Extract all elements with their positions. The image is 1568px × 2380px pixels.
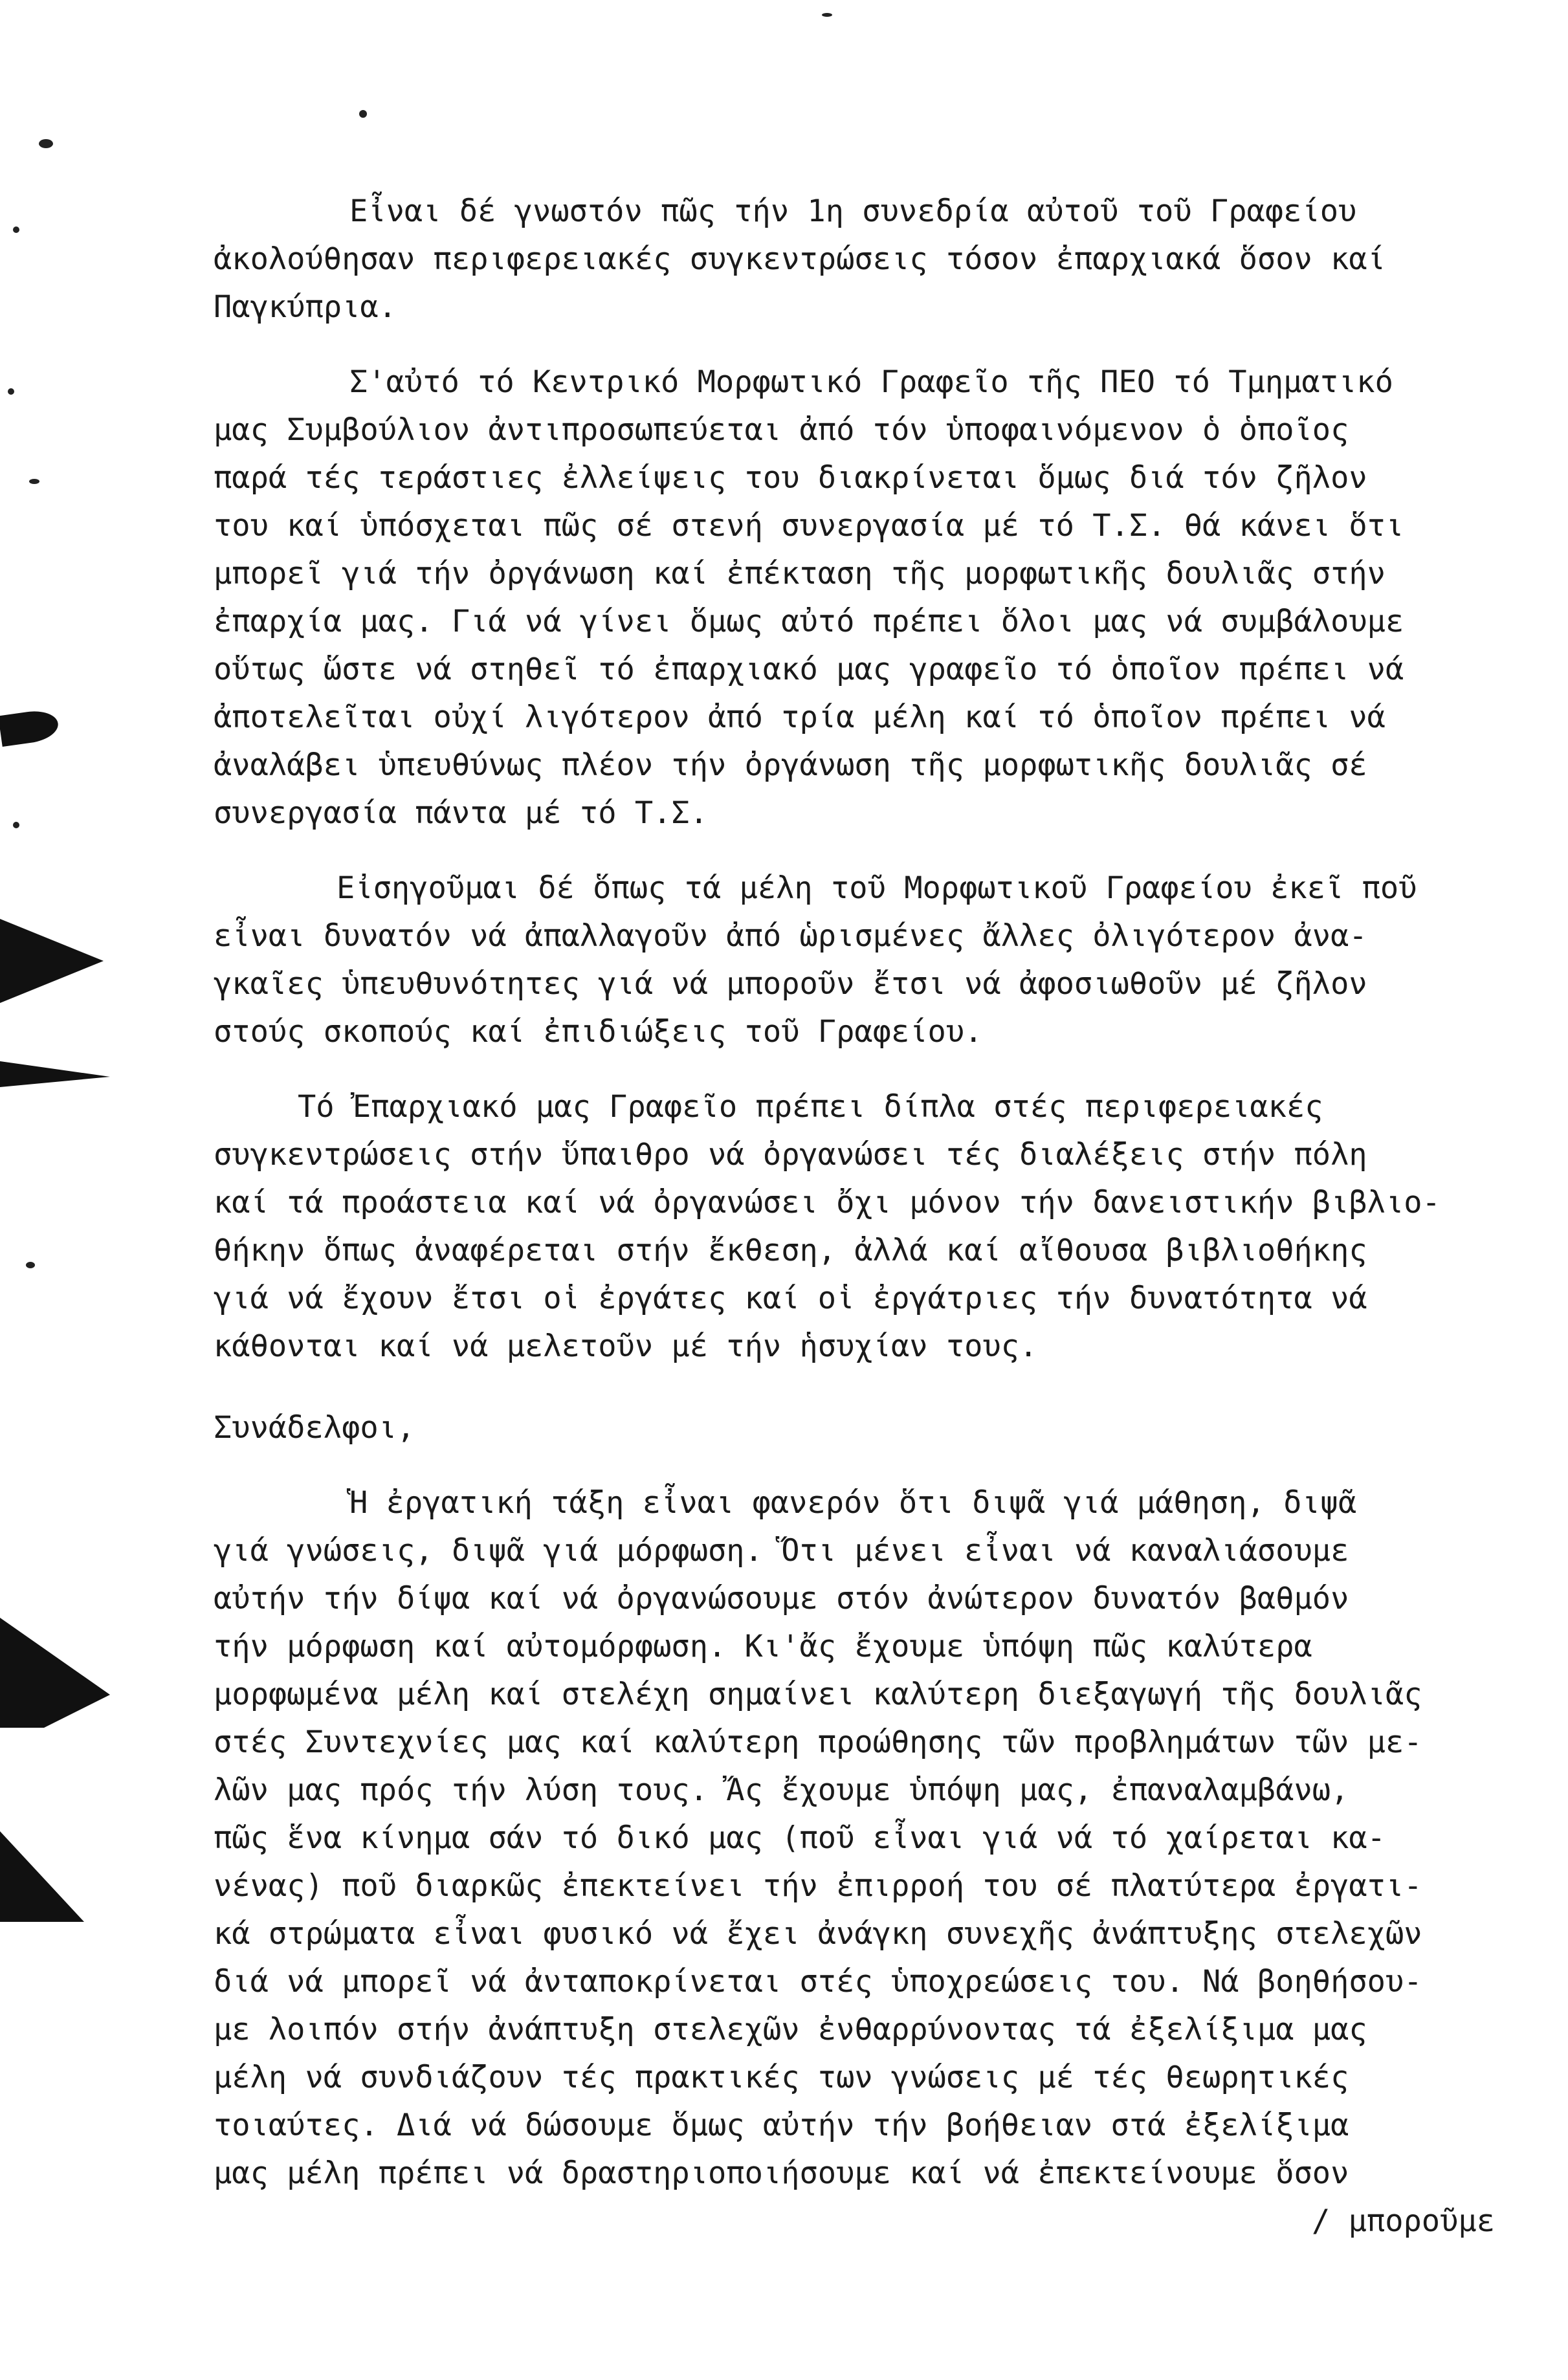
scan-speck [26, 1262, 35, 1268]
scan-artifact [0, 1831, 84, 1922]
text-line: με λοιπόν στήν ἀνάπτυξη στελεχῶν ἐνθαρρύνοντας τά ἐξελίξιμα μας [214, 2012, 1367, 2047]
text-line: μας Συμβούλιον ἀντιπροσωπεύεται ἀπό τόν ὑποφαινόμενον ὁ ὁποῖος [214, 412, 1349, 448]
catchword: / μποροῦμε [1312, 2203, 1495, 2239]
scan-speck [359, 110, 367, 118]
text-line: διά νά μπορεῖ νά ἀνταποκρίνεται στές ὑποχρεώσεις του. Νά βοηθήσου- [214, 1964, 1422, 2000]
text-line: Τό Ἐπαρχιακό μας Γραφεῖο πρέπει δίπλα στές περιφερειακές [298, 1089, 1323, 1125]
scan-speck [39, 139, 53, 148]
scan-speck [13, 226, 19, 233]
scan-speck [29, 479, 39, 484]
text-line: Σ'αὐτό τό Κεντρικό Μορφωτικό Γραφεῖο τῆς ΠΕΟ τό Τμηματικό [349, 364, 1393, 400]
text-line: γκαῖες ὑπευθυνότητες γιά νά μποροῦν ἔτσι νά ἀφοσιωθοῦν μέ ζῆλον [214, 966, 1367, 1002]
paragraph [214, 1083, 1514, 1371]
text-line: οὕτως ὥστε νά στηθεῖ τό ἐπαρχιακό μας γραφεῖο τό ὁποῖον πρέπει νά [214, 652, 1404, 687]
text-line: μέλη νά συνδιάζουν τές πρακτικές των γνώσεις μέ τές θεωρητικές [214, 2060, 1349, 2095]
scan-artifact [0, 708, 60, 747]
salutation [214, 1404, 1514, 1452]
paragraph [214, 865, 1514, 1056]
text-line: Εἰσηγοῦμαι δέ ὅπως τά μέλη τοῦ Μορφωτικοῦ Γραφείου ἐκεῖ ποῦ [337, 870, 1417, 906]
text-line: κάθονται καί νά μελετοῦν μέ τήν ἡσυχίαν τους. [214, 1328, 1038, 1364]
scan-artifact [0, 1618, 110, 1728]
scan-speck [8, 388, 14, 395]
text-line: Παγκύπρια. [214, 289, 397, 325]
text-line: Συνάδελφοι, [214, 1410, 415, 1446]
text-line: γιά νά ἔχουν ἔτσι οἱ ἐργάτες καί οἱ ἐργάτριες τήν δυνατότητα νά [214, 1281, 1367, 1316]
text-line: κά στρώματα εἶναι φυσικό νά ἔχει ἀνάγκη συνεχῆς ἀνάπτυξης στελεχῶν [214, 1916, 1422, 1952]
text-line: νένας) ποῦ διαρκῶς ἐπεκτείνει τήν ἐπιρροή του σέ πλατύτερα ἐργατι- [214, 1868, 1422, 1904]
paragraph [214, 1479, 1514, 2198]
text-line: τοιαύτες. Διά νά δώσουμε ὅμως αὐτήν τήν βοήθειαν στά ἐξελίξιμα [214, 2108, 1349, 2143]
text-line: Εἶναι δέ γνωστόν πῶς τήν 1η συνεδρία αὐτοῦ τοῦ Γραφείου [349, 193, 1357, 229]
text-line: μπορεῖ γιά τήν ὀργάνωση καί ἐπέκταση τῆς μορφωτικῆς δουλιᾶς στήν [214, 556, 1386, 591]
paragraph [214, 188, 1514, 331]
text-line: μορφωμένα μέλη καί στελέχη σημαίνει καλύτερη διεξαγωγή τῆς δουλιᾶς [214, 1677, 1422, 1712]
text-line: στές Συντεχνίες μας καί καλύτερη προώθησης τῶν προβλημάτων τῶν με- [214, 1724, 1422, 1760]
text-line: καί τά προάστεια καί νά ὀργανώσει ὄχι μόνον τήν δανειστικήν βιβλιο- [214, 1185, 1441, 1220]
scan-speck [822, 13, 832, 17]
scan-speck [13, 822, 19, 828]
text-line: Ἡ ἐργατική τάξη εἶναι φανερόν ὅτι διψᾶ γιά μάθηση, διψᾶ [349, 1485, 1357, 1521]
text-line: ἀναλάβει ὑπευθύνως πλέον τήν ὀργάνωση τῆς μορφωτικῆς δουλιᾶς σέ [214, 747, 1367, 783]
scan-artifact [0, 919, 104, 1003]
text-line: συνεργασία πάντα μέ τό Τ.Σ. [214, 795, 709, 831]
scan-artifact [0, 1061, 110, 1087]
text-line: γιά γνώσεις, διψᾶ γιά μόρφωση. Ὅτι μένει εἶναι νά καναλιάσουμε [214, 1533, 1349, 1569]
text-line: εἶναι δυνατόν νά ἀπαλλαγοῦν ἀπό ὡρισμένες ἄλλες ὀλιγότερον ἀνα- [214, 918, 1367, 954]
typewritten-text [214, 188, 1514, 2245]
text-line: μας μέλη πρέπει νά δραστηριοποιήσουμε καί νά ἐπεκτείνουμε ὅσον [214, 2155, 1349, 2191]
text-line: του καί ὑπόσχεται πῶς σέ στενή συνεργασία μέ τό Τ.Σ. θά κάνει ὅτι [214, 508, 1404, 544]
text-line: αὐτήν τήν δίψα καί νά ὀργανώσουμε στόν ἀνώτερον δυνατόν βαθμόν [214, 1581, 1349, 1616]
text-line: ἀκολούθησαν περιφερειακές συγκεντρώσεις τόσον ἐπαρχιακά ὅσον καί [214, 241, 1386, 277]
paragraph [214, 358, 1514, 837]
text-line: λῶν μας πρός τήν λύση τους. Ἄς ἔχουμε ὑπόψη μας, ἐπαναλαμβάνω, [214, 1772, 1349, 1808]
text-line: ἐπαρχία μας. Γιά νά γίνει ὅμως αὐτό πρέπει ὅλοι μας νά συμβάλουμε [214, 604, 1404, 639]
text-line: συγκεντρώσεις στήν ὕπαιθρο νά ὀργανώσει τές διαλέξεις στήν πόλη [214, 1137, 1367, 1173]
text-line: πῶς ἕνα κίνημα σάν τό δικό μας (ποῦ εἶναι γιά νά τό χαίρεται κα- [214, 1820, 1386, 1856]
text-line: στούς σκοπούς καί ἐπιδιώξεις τοῦ Γραφείου. [214, 1014, 983, 1050]
text-line: ἀποτελεῖται οὐχί λιγότερον ἀπό τρία μέλη καί τό ὁποῖον πρέπει νά [214, 700, 1386, 735]
text-line: θήκην ὅπως ἀναφέρεται στήν ἔκθεση, ἀλλά καί αἴθουσα βιβλιοθήκης [214, 1233, 1367, 1268]
text-line: τήν μόρφωση καί αὐτομόρφωση. Κι'ἄς ἔχουμε ὑπόψη πῶς καλύτερα [214, 1629, 1312, 1664]
text-line: παρά τές τεράστιες ἐλλείψεις του διακρίνεται ὅμως διά τόν ζῆλον [214, 460, 1367, 496]
